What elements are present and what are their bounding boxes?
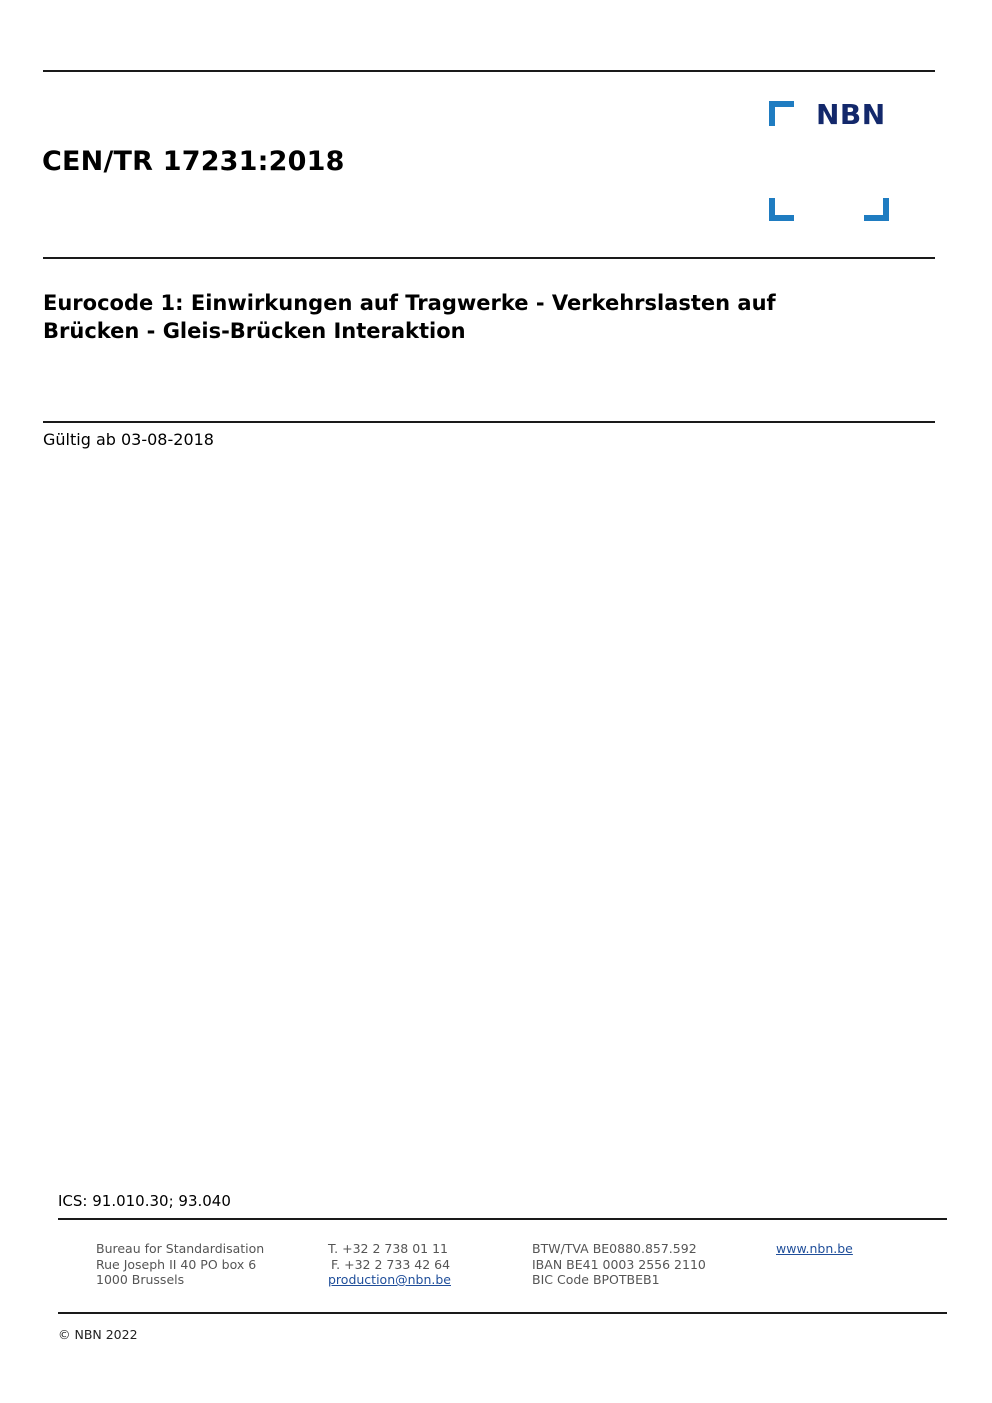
footer-address bbox=[96, 1241, 264, 1288]
document-title-line-2: Brücken - Gleis-Brücken Interaktion bbox=[43, 319, 466, 343]
top-divider bbox=[43, 70, 935, 72]
document-title-line-1: Eurocode 1: Einwirkungen auf Tragwerke - Verkehrslasten auf bbox=[43, 291, 776, 315]
bic-code: BIC Code BPOTBEB1 bbox=[532, 1272, 660, 1287]
iban-number: IBAN BE41 0003 2556 2110 bbox=[532, 1256, 706, 1272]
ics-codes: ICS: 91.010.30; 93.040 bbox=[58, 1192, 231, 1210]
website-link[interactable]: www.nbn.be bbox=[776, 1241, 853, 1256]
title-divider bbox=[43, 421, 935, 423]
document-title bbox=[43, 289, 923, 345]
footer-bottom-divider bbox=[58, 1312, 947, 1314]
logo-corner-bottom-left bbox=[772, 198, 794, 218]
vat-number: BTW/TVA BE0880.857.592 bbox=[532, 1241, 697, 1256]
email-link[interactable]: production@nbn.be bbox=[328, 1272, 451, 1287]
address-line-2: Rue Joseph II 40 PO box 6 bbox=[96, 1256, 257, 1272]
phone-number: T. +32 2 738 01 11 bbox=[328, 1241, 448, 1256]
address-line-1: Bureau for Standardisation bbox=[96, 1241, 265, 1256]
footer-website bbox=[776, 1241, 853, 1257]
valid-from-date: Gültig ab 03-08-2018 bbox=[43, 430, 214, 449]
address-line-3: 1000 Brussels bbox=[96, 1272, 185, 1287]
copyright-notice: © NBN 2022 bbox=[58, 1327, 138, 1342]
fax-number: F. +32 2 733 42 64 bbox=[331, 1256, 451, 1272]
logo-corner-bottom-right bbox=[864, 198, 886, 218]
nbn-logo-text: NBN bbox=[816, 98, 886, 131]
footer-top-divider bbox=[58, 1218, 947, 1220]
logo-corner-top-left bbox=[772, 104, 794, 126]
document-number: CEN/TR 17231:2018 bbox=[42, 146, 345, 177]
footer-bank-details bbox=[532, 1241, 706, 1288]
footer-contact bbox=[328, 1241, 451, 1288]
header-divider bbox=[43, 257, 935, 259]
